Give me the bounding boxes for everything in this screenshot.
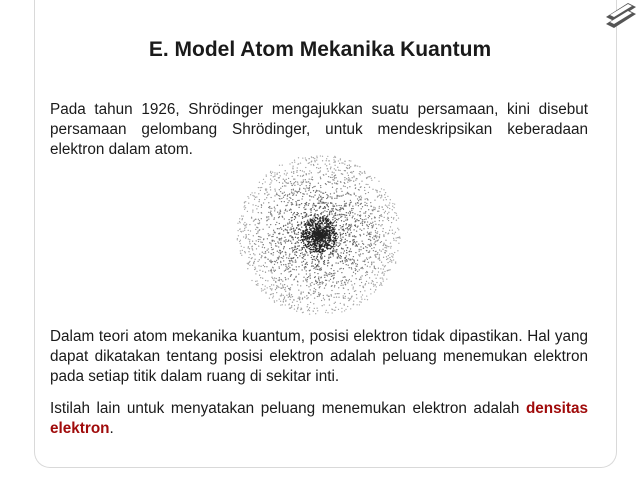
definition-end: .: [109, 420, 114, 437]
electron-cloud-icon: [224, 150, 414, 320]
intro-paragraph: Pada tahun 1926, Shrödinger mengajukkan suatu persamaan, kini disebut persamaan gelombang Shrödinger, untuk mendeskripsikan keberadaan elektron dalam atom.: [50, 101, 588, 158]
definition-paragraph: [50, 399, 588, 439]
slide-title: E. Model Atom Mekanika Kuantum: [148, 38, 492, 61]
definition-text: Istilah lain untuk menyatakan peluang menemukan elektron adalah: [50, 400, 526, 417]
book-stack-icon: [602, 0, 638, 30]
theory-paragraph: Dalam teori atom mekanika kuantum, posisi elektron tidak dipastikan. Hal yang dapat dikatakan tentang posisi elektron adalah peluang menemukan elektron pada setiap titik dalam ruang di sekitar inti.: [50, 328, 588, 385]
electron-density-term: densitas elektron: [50, 400, 588, 437]
